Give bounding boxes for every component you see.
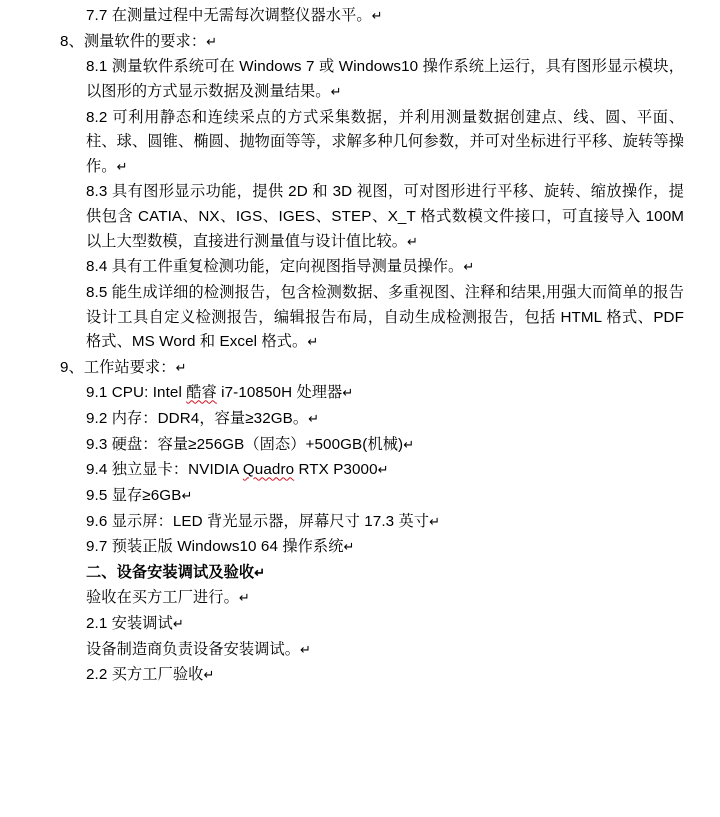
paragraph-text: 9.7 预装正版 Windows10 64 操作系统 <box>86 538 344 556</box>
paragraph-mark-icon: ↵ <box>342 385 354 401</box>
paragraph-text: 7.7 在测量过程中无需每次调整仪器水平。 <box>86 7 372 24</box>
paragraph <box>34 586 684 611</box>
spellcheck-word: Quadro <box>242 461 295 479</box>
paragraph-mark-icon: ↵ <box>403 436 415 452</box>
paragraph <box>34 106 684 180</box>
paragraph-text: 9.3 硬盘：容量≥256GB（固态）+500GB(机械) <box>86 435 404 453</box>
paragraph-mark-icon: ↵ <box>238 590 250 606</box>
paragraph-mark-icon: ↵ <box>429 513 441 529</box>
paragraph-text: 8.3 具有图形显示功能，提供 2D 和 3D 视图，可对图形进行平移、旋转、缩放操作，提供包含 CATIA、NX、IGS、IGES、STEP、X_T 格式数模文件接口，可直接导入 100M 以上大型数模，直接进行测量值与设计值比较。 <box>86 183 684 250</box>
paragraph-mark-icon: ↵ <box>377 462 389 478</box>
paragraph <box>34 180 684 254</box>
paragraph-text: 9.2 内存：DDR4，容量≥32GB。 <box>86 410 309 427</box>
paragraph-text: 9.1 CPU: Intel 酷睿 i7-10850H 处理器 <box>86 384 343 402</box>
paragraph <box>34 407 684 432</box>
paragraph-text: 9.4 独立显卡：NVIDIA Quadro RTX P3000 <box>86 461 378 479</box>
paragraph-mark-icon: ↵ <box>300 641 312 657</box>
paragraph-text: 8、测量软件的要求： <box>60 32 207 50</box>
paragraph <box>34 510 684 535</box>
paragraph <box>34 612 684 637</box>
paragraph <box>34 4 684 29</box>
paragraph-mark-icon: ↵ <box>463 259 475 275</box>
paragraph <box>34 281 684 355</box>
paragraph-mark-icon: ↵ <box>407 233 419 249</box>
paragraph <box>34 433 684 458</box>
paragraph-text: 8.2 可利用静态和连续采点的方式采集数据，并利用测量数据创建点、线、圆、平面、柱、球、圆锥、椭圆、抛物面等等，求解多种几何参数，并可对坐标进行平移、旋转等操作。 <box>86 108 684 175</box>
paragraph-text: 2.2 买方工厂验收 <box>86 666 204 684</box>
paragraph-text: 2.1 安装调试 <box>86 615 173 632</box>
paragraph-text: 8.5 能生成详细的检测报告，包含检测数据、多重视图、注释和结果,用强大而简单的报告设计工具自定义检测报告，编辑报告布局，自动生成检测报告，包括 HTML 格式、PDF 格式、MS Word 和 Excel 格式。 <box>86 283 684 351</box>
paragraph-mark-icon: ↵ <box>175 359 187 375</box>
paragraph-mark-icon: ↵ <box>330 83 342 99</box>
paragraph <box>34 255 684 280</box>
paragraph <box>34 458 684 483</box>
paragraph-mark-icon: ↵ <box>343 539 355 555</box>
paragraph <box>34 638 684 663</box>
paragraph <box>34 55 684 104</box>
paragraph-text: 9.5 显存≥6GB <box>86 486 182 504</box>
paragraph-mark-icon: ↵ <box>116 158 128 174</box>
paragraph-mark-icon: ↵ <box>307 334 319 350</box>
paragraph <box>34 484 684 509</box>
paragraph-mark-icon: ↵ <box>254 564 266 580</box>
paragraph-mark-icon: ↵ <box>371 8 383 23</box>
paragraph-text: 8.4 具有工件重复检测功能，定向视图指导测量员操作。 <box>86 258 464 276</box>
paragraph-text: 9、工作站要求： <box>60 358 176 376</box>
paragraph <box>34 381 684 406</box>
paragraph-text: 8.1 测量软件系统可在 Windows 7 或 Windows10 操作系统上运行，具有图形显示模块，以图形的方式显示数据及测量结果。 <box>86 58 684 100</box>
paragraph <box>34 30 684 55</box>
paragraph <box>34 663 684 688</box>
spellcheck-word: 酷睿 <box>186 384 217 402</box>
paragraph-text: 二、设备安装调试及验收 <box>86 563 255 581</box>
paragraph-mark-icon: ↵ <box>206 33 218 49</box>
paragraph-mark-icon: ↵ <box>181 487 193 503</box>
paragraph-text: 9.6 显示屏：LED 背光显示器，屏幕尺寸 17.3 英寸 <box>86 512 430 530</box>
paragraph-mark-icon: ↵ <box>308 411 320 426</box>
paragraph <box>34 535 684 560</box>
paragraph-text: 验收在买方工厂进行。 <box>86 589 239 607</box>
paragraph-mark-icon: ↵ <box>203 667 215 683</box>
paragraph <box>34 356 684 381</box>
paragraph-text: 设备制造商负责设备安装调试。 <box>86 640 301 658</box>
paragraph <box>34 561 684 586</box>
document-body <box>34 4 684 688</box>
paragraph-mark-icon: ↵ <box>172 616 184 631</box>
